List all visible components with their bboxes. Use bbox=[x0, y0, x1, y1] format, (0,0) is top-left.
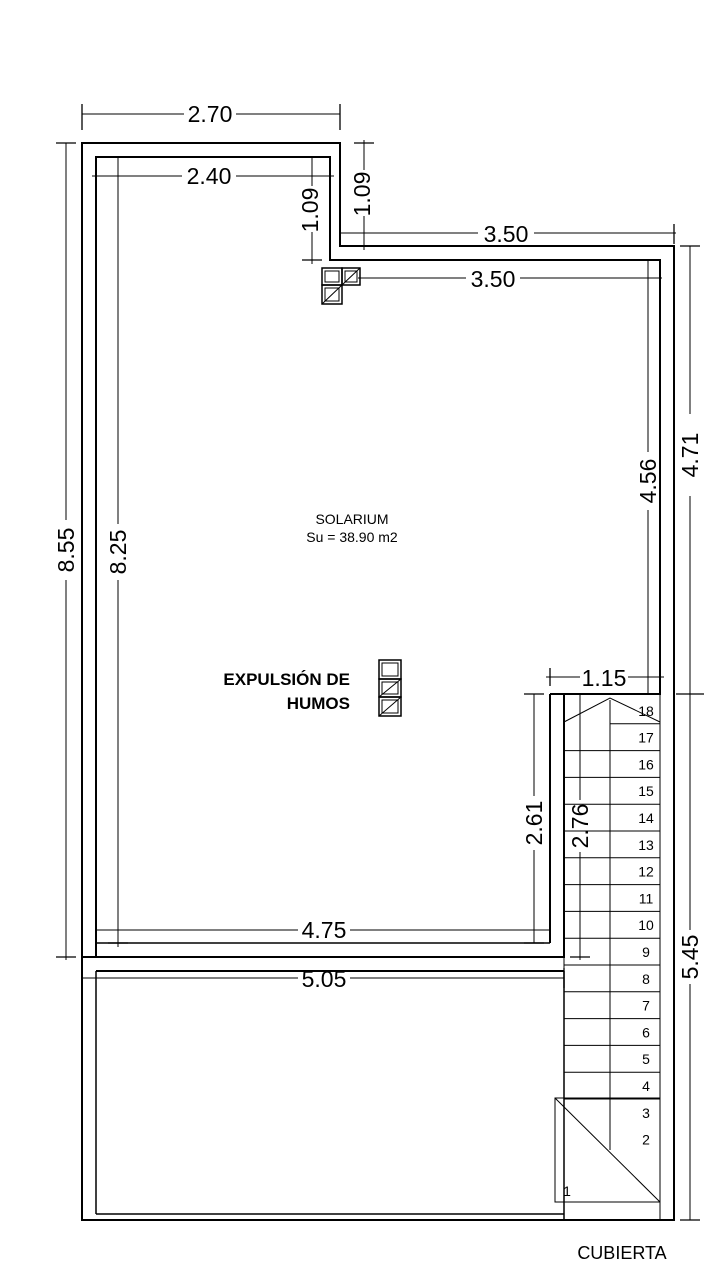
chimney-label-line2: HUMOS bbox=[286, 694, 350, 713]
dim-left-outer-height: 8.55 bbox=[53, 527, 79, 573]
step-number: 12 bbox=[638, 863, 654, 880]
dim-right-outer-height-lower: 5.45 bbox=[677, 934, 703, 980]
step-number: 14 bbox=[638, 810, 654, 826]
dim-bottom-outer-width: 5.05 bbox=[301, 966, 347, 992]
step-number: 8 bbox=[642, 970, 650, 987]
step-number: 1 bbox=[563, 1183, 571, 1199]
dim-notch-inner-height: 1.09 bbox=[297, 187, 323, 233]
step-number: 5 bbox=[642, 1051, 650, 1068]
dim-stair-wall-height: 2.61 bbox=[521, 800, 547, 846]
step-number: 18 bbox=[638, 702, 654, 719]
dim-top-inner-width: 2.40 bbox=[186, 163, 232, 189]
step-number: 11 bbox=[638, 890, 654, 907]
step-number: 13 bbox=[638, 836, 654, 853]
dim-right-outer-width: 3.50 bbox=[483, 221, 529, 247]
sheet-caption: CUBIERTA bbox=[577, 1243, 667, 1263]
step-number: 17 bbox=[638, 729, 654, 746]
dim-stair-run-height: 2.76 bbox=[567, 803, 593, 849]
dim-top-outer-width: 2.70 bbox=[187, 101, 233, 127]
room-area: Su = 38.90 m2 bbox=[306, 529, 398, 545]
chimney-label-line1: EXPULSIÓN DE bbox=[223, 670, 350, 689]
dim-right-inner-width: 3.50 bbox=[470, 266, 516, 292]
room-name: SOLARIUM bbox=[315, 511, 389, 527]
dim-bottom-inner-width: 4.75 bbox=[301, 917, 347, 943]
dim-notch-outer-height: 1.09 bbox=[349, 171, 375, 217]
step-number: 3 bbox=[642, 1104, 650, 1121]
step-number: 6 bbox=[642, 1024, 650, 1041]
step-number: 10 bbox=[638, 917, 654, 934]
step-number: 15 bbox=[638, 783, 654, 800]
dim-left-inner-height: 8.25 bbox=[105, 529, 131, 575]
dim-right-outer-height-upper: 4.71 bbox=[677, 432, 703, 478]
dim-right-inner-height: 4.56 bbox=[635, 458, 661, 504]
dimension-lines bbox=[56, 104, 704, 1220]
step-number: 9 bbox=[642, 944, 650, 960]
step-number: 2 bbox=[642, 1131, 650, 1148]
step-number: 16 bbox=[638, 756, 654, 773]
chimney-top bbox=[322, 268, 360, 304]
dim-stair-opening-width: 1.15 bbox=[581, 665, 627, 691]
step-number: 7 bbox=[642, 997, 650, 1014]
chimney-smoke-exhaust bbox=[379, 660, 401, 716]
step-number: 4 bbox=[642, 1078, 650, 1094]
